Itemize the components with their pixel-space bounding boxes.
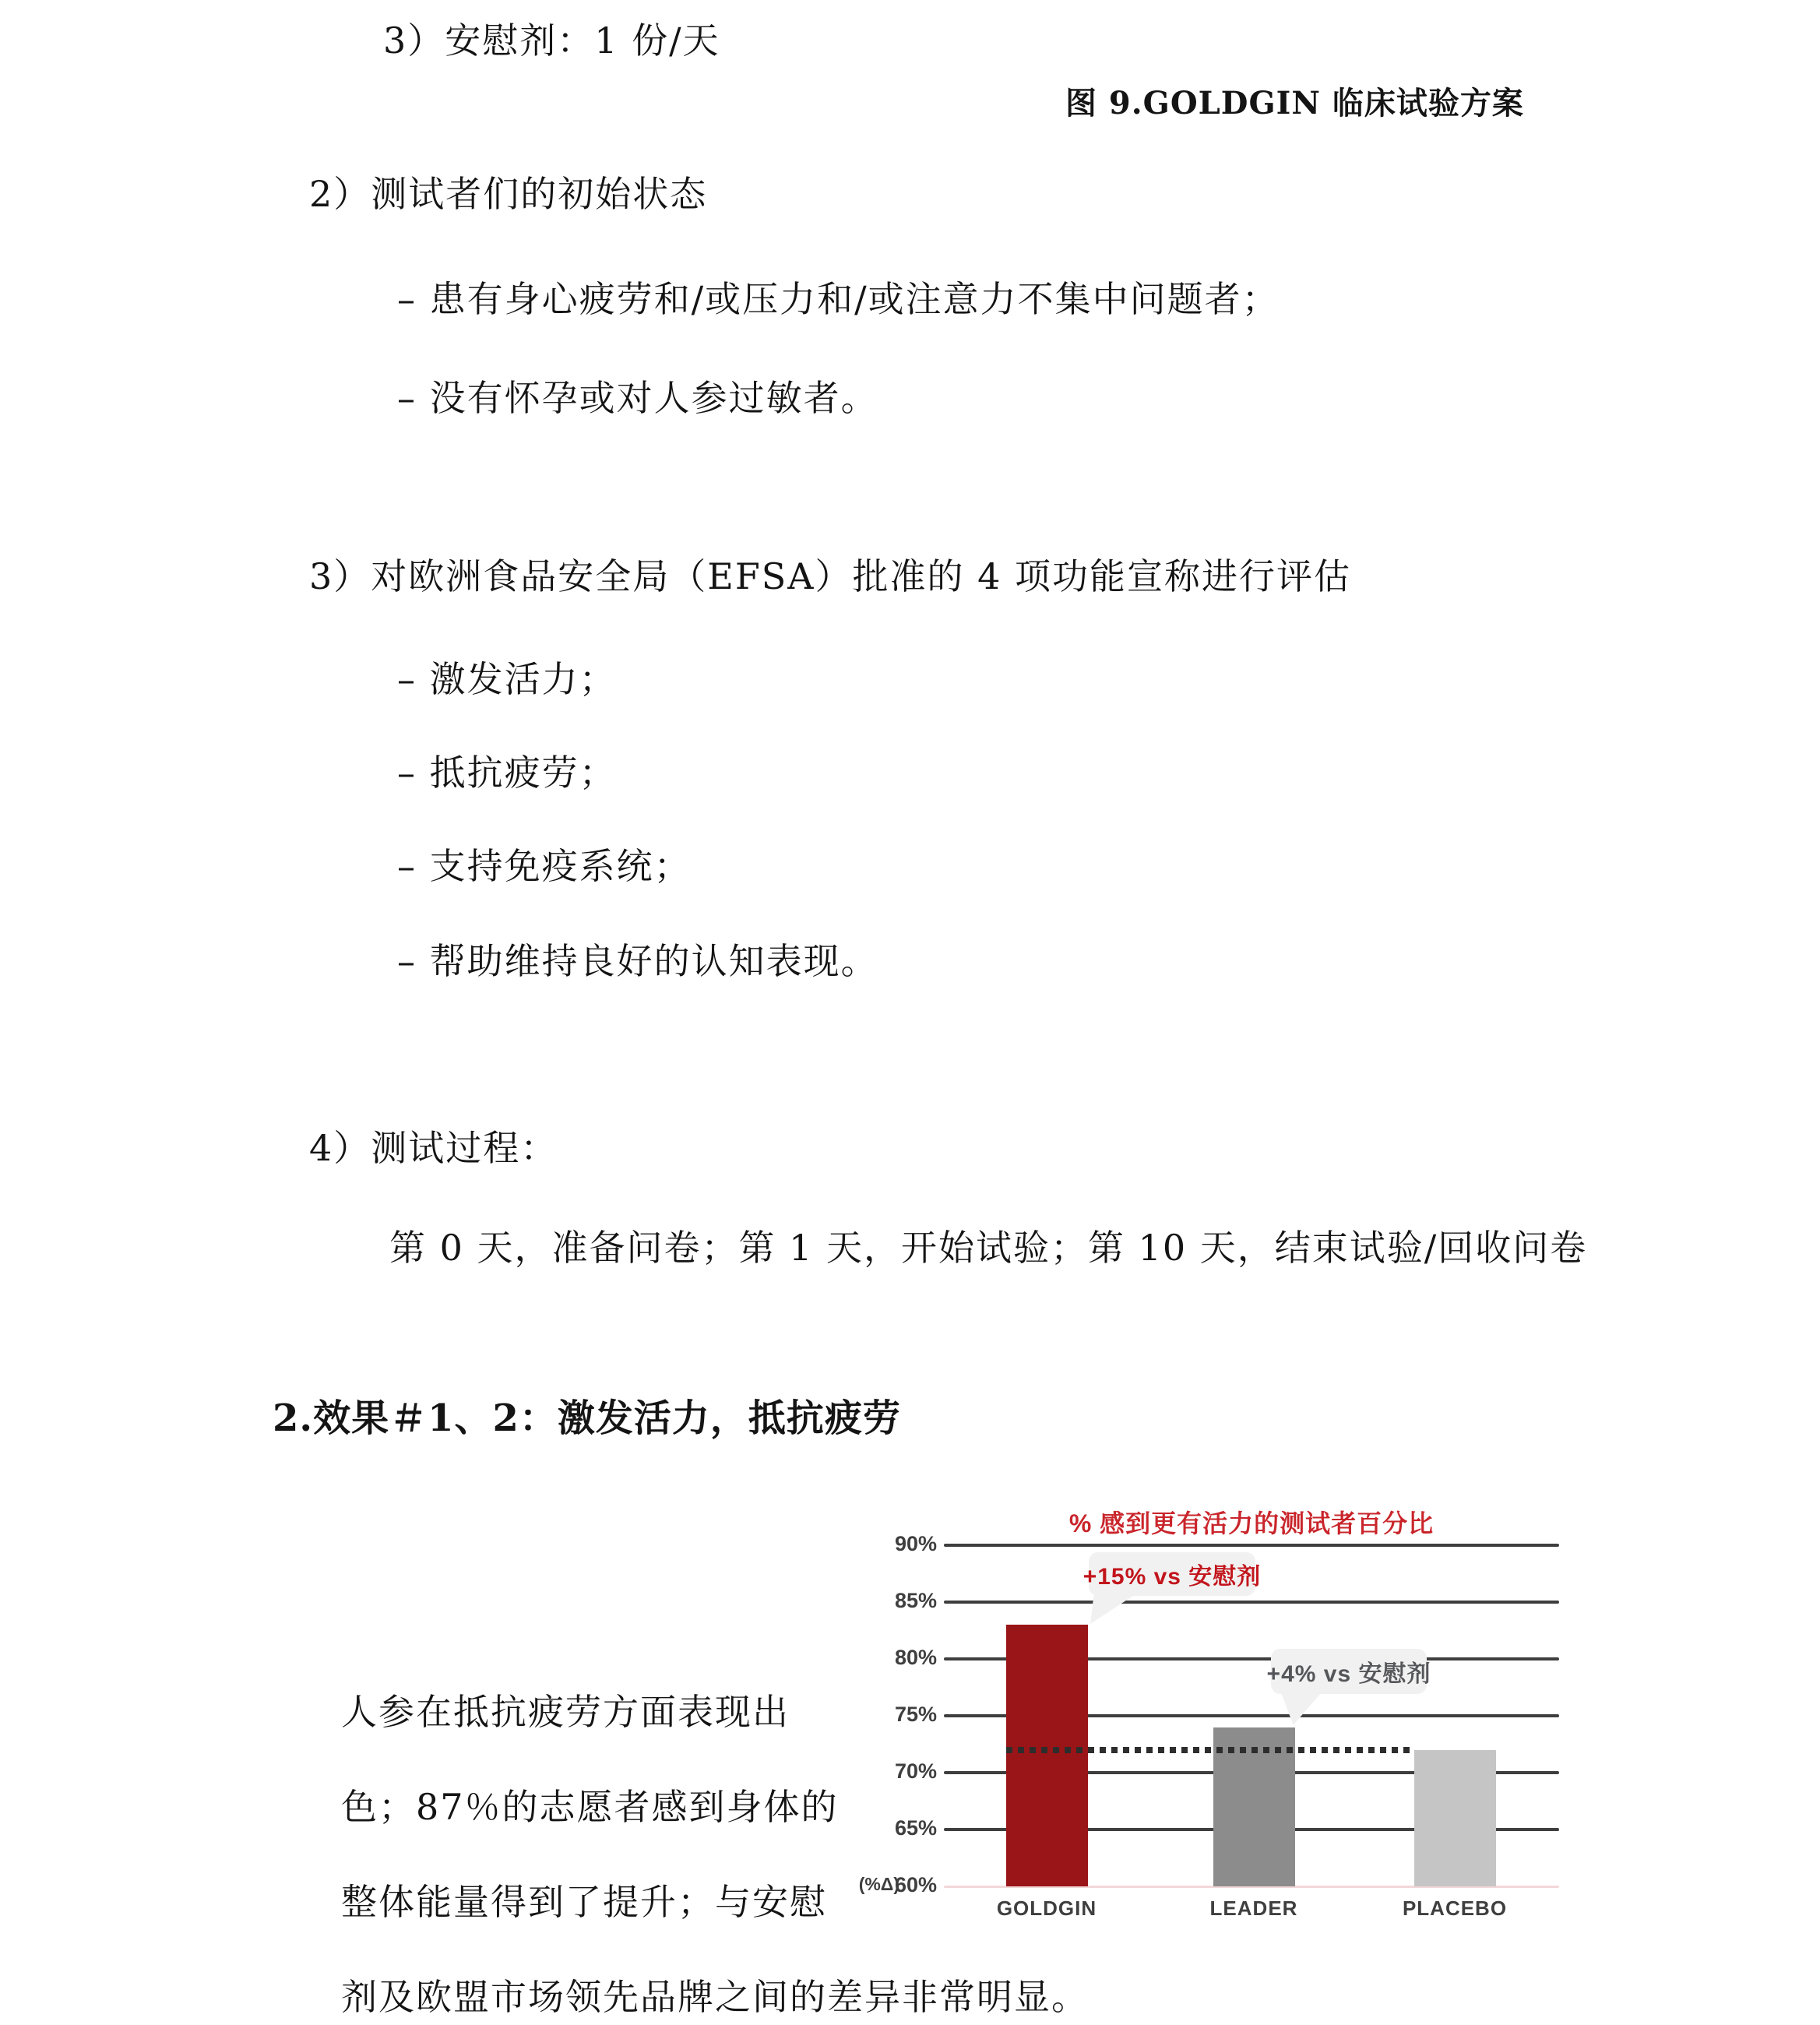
test-process-timeline: 第 0 天，准备问卷；第 1 天，开始试验；第 10 天，结束试验/回收问卷 [389,1227,1588,1269]
x-label-goldgin: GOLDGIN [996,1896,1097,1920]
callout-leader-vs-placebo [1266,1649,1431,1694]
gridline-90 [944,1544,1559,1547]
bullet-condition-fatigue: – 患有身心疲劳和/或压力和/或注意力不集中问题者； [397,278,1280,320]
bar-goldgin [1006,1625,1088,1886]
x-label-placebo: PLACEBO [1402,1896,1508,1920]
section-heading-efsa-claims: 3）对欧洲食品安全局（EFSA）批准的 4 项功能宣称进行评估 [309,555,1352,597]
bullet-condition-pregnancy: – 没有怀孕或对人参过敏者。 [397,377,878,419]
list-item-placebo-dose: 3）安慰剂：1 份/天 [383,19,720,62]
body-paragraph-line: 剂及欧盟市场领先品牌之间的差异非常明显。 [341,1976,1089,2018]
ytick-label-85: 85% [894,1589,937,1612]
bar-chart [857,1491,1628,1959]
callout-leader-text: +4% vs 安慰剂 [1266,1661,1431,1687]
callout-goldgin-tail [1090,1594,1135,1624]
bar-placebo [1414,1750,1496,1886]
bullet-claim-immune: – 支持免疫系统； [397,845,692,887]
bullet-claim-anti-fatigue: – 抵抗疲劳； [397,752,617,794]
callout-goldgin-vs-placebo [1082,1552,1262,1596]
body-paragraph-line: 整体能量得到了提升；与安慰 [341,1881,827,1923]
ytick-label-80: 80% [894,1646,937,1669]
y-axis-note: (%Δ) [858,1874,899,1894]
body-paragraph-line: 色；87％的志愿者感到身体的 [341,1786,839,1828]
bullet-claim-cognitive: – 帮助维持良好的认知表现。 [397,940,878,982]
body-paragraph-line: 人参在抵抗疲劳方面表现出 [341,1691,790,1733]
ytick-label-70: 70% [894,1759,937,1783]
reference-dotted-line [1006,1747,1414,1753]
gridline-85 [944,1601,1559,1604]
x-label-leader: LEADER [1209,1896,1298,1920]
ytick-label-60: 60% [894,1873,937,1896]
effect-heading: 2.效果＃1、2：激发活力，抵抗疲劳 [273,1396,901,1440]
ytick-label-65: 65% [894,1816,937,1840]
chart-title: % 感到更有活力的测试者百分比 [1068,1509,1435,1537]
callout-leader-tail [1281,1692,1322,1725]
ytick-label-75: 75% [894,1703,937,1726]
callout-goldgin-text: +15% vs 安慰剂 [1082,1564,1262,1590]
bullet-claim-vitality: – 激发活力； [397,658,617,700]
figure-caption: 图 9.GOLDGIN 临床试验方案 [1065,85,1524,122]
section-heading-initial-state: 2）测试者们的初始状态 [309,173,708,215]
ytick-label-90: 90% [894,1532,937,1555]
section-heading-test-process: 4）测试过程： [309,1127,558,1169]
